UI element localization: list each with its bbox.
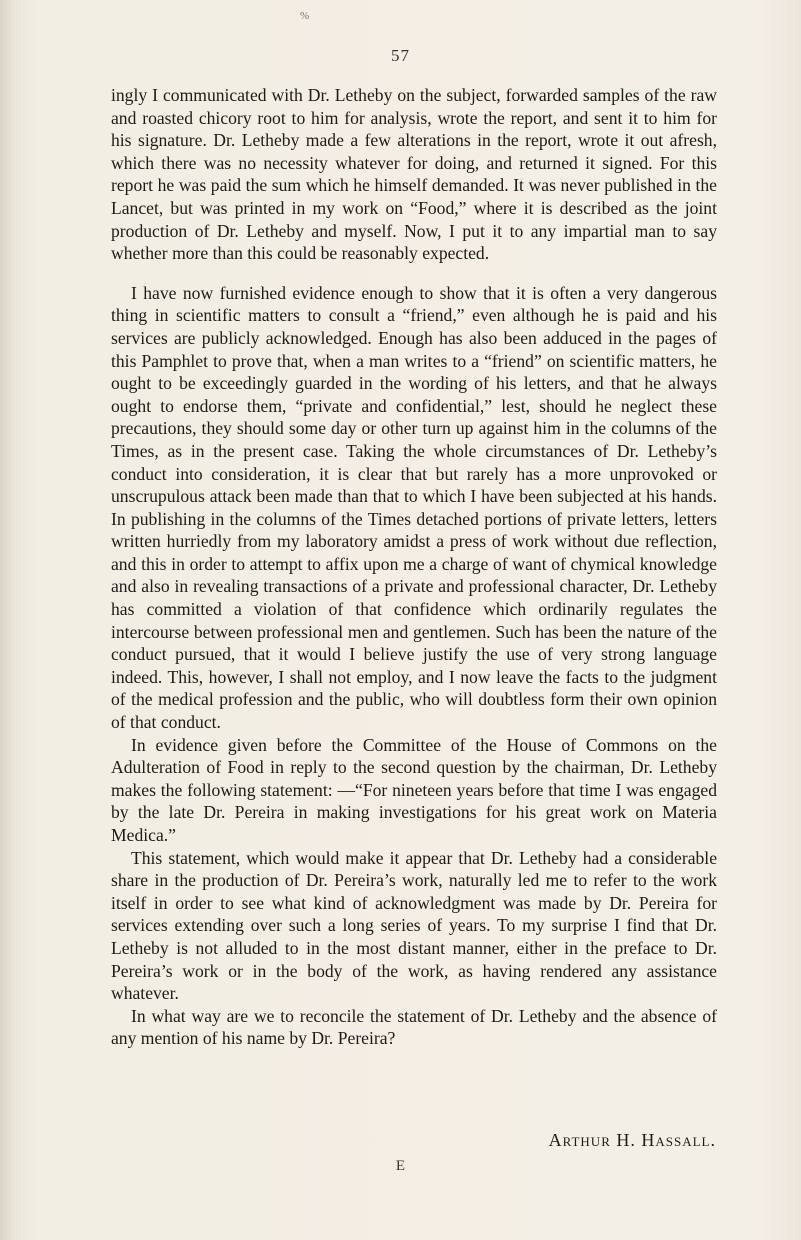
signature-mark: E [395, 1158, 406, 1174]
margin-mark: % [300, 10, 310, 22]
paragraph-3: In evidence given before the Committee of the House of Commons on the Adulteration of Food in reply to the second question by the chairman, Dr. Letheby makes the following statement: —“For nineteen years before that time I was engaged by the late Dr. Pereira in making investigations for his great work on Materia Medica.” [111, 734, 717, 845]
paragraph-1: ingly I communicated with Dr. Letheby on the subject, forwarded samples of the raw and roasted chicory root to him for analysis, wrote the report, and sent it to him for his signature. Dr. Letheby made a few alterations in the report, wrote it out afresh, which there was no necessity whatever for doing, and returned it signed. For this report he was paid the sum which he himself demanded. It was never published in the Lancet, but was printed in my work on “Food,” where it is described as the joint production of Dr. Letheby and myself. Now, I put it to any impartial man to say whether more than this could be reasonably expected. [111, 85, 717, 264]
paragraph-5: In what way are we to reconcile the statement of Dr. Letheby and the absence of any mention of his name by Dr. Pereira? [111, 1005, 717, 1049]
paragraph-4: This statement, which would make it appear that Dr. Letheby had a considerable share in the production of Dr. Pereira’s work, naturally led me to refer to the work itself in order to see what kind of acknowledgment was made by Dr. Pereira for services extending over such a long series of years. To my surprise I find that Dr. Letheby is not alluded to in the most distant manner, either in the preface to Dr. Pereira’s work or in the body of the work, as having rendered any assistance whatever. [111, 847, 717, 1004]
page-number: 57 [391, 46, 410, 65]
body-text [111, 84, 717, 1050]
author-signature: Arthur H. Hassall. [548, 1130, 716, 1150]
paragraph-2: I have now furnished evidence enough to show that it is often a very dangerous thing in scientific matters to consult a “friend,” even although he is paid and his services are publicly acknowledged. Enough has also been adduced in the pages of this Pamphlet to prove that, when a man writes to a “friend” on scientific matters, he ought to be exceedingly guarded in the wording of his letters, and that he always ought to endorse them, “private and confidential,” lest, should he neglect these precautions, they should some day or other turn up against him in the columns of the Times, as in the present case. Taking the whole circumstances of Dr. Letheby’s conduct into consideration, it is clear that but rarely has a more unprovoked or unscrupulous attack been made than that to which I have been subjected at his hands. In publishing in the columns of the Times detached portions of private letters, letters written hurriedly from my laboratory amidst a press of work without due reflection, and this in order to attempt to affix upon me a charge of want of chymical knowledge and also in revealing transactions of a private and professional character, Dr. Letheby has committed a violation of that confidence which ordinarily regulates the intercourse between professional men and gentlemen. Such has been the nature of the conduct pursued, that it would I believe justify the use of very strong language indeed. This, however, I shall not employ, and I now leave the facts to the judgment of the medical profession and the public, who will doubtless form their own opinion of that conduct. [111, 282, 717, 733]
